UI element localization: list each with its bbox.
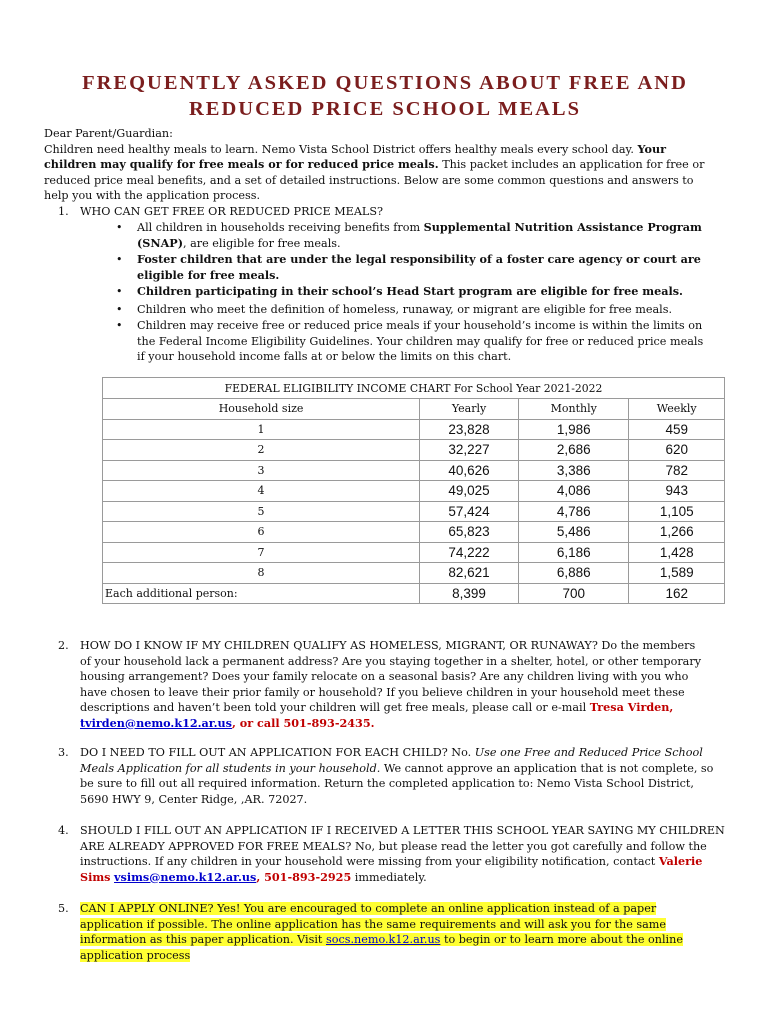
table-caption: FEDERAL ELIGIBILITY INCOME CHART For School Year 2021-2022 (103, 378, 725, 399)
contact-name: Valerie (658, 854, 703, 868)
email-link[interactable]: vsims@nemo.k12.ar.us (114, 869, 257, 884)
email-link[interactable]: tvirden@nemo.k12.ar.us (80, 715, 232, 730)
income-cell: 3,386 (519, 460, 629, 481)
q5-line: CAN I APPLY ONLINE? Yes! You are encouraged to complete an online application instead of a paper (80, 902, 657, 915)
q5-line: application process (80, 948, 191, 962)
income-cell: 1,266 (629, 522, 725, 543)
income-cell: 162 (629, 583, 725, 604)
intro-bold: Your (637, 141, 667, 156)
q2-line: have chosen to leave their prior family or household? If you believe children in your household meet these (80, 685, 685, 699)
income-cell: 23,828 (420, 419, 519, 440)
page-title (40, 70, 730, 122)
income-cell: 620 (629, 440, 725, 461)
income-cell: 5,486 (519, 522, 629, 543)
table-row (103, 460, 725, 481)
q4-line: ARE ALREADY APPROVED FOR FREE MEALS? No, but please read the letter you got carefully and follow the (80, 839, 707, 853)
q1-bullet-3 (137, 284, 683, 300)
table-row (103, 419, 725, 440)
intro-line-2 (44, 157, 704, 173)
q5-number: 5. (58, 902, 69, 915)
table-row (103, 542, 725, 563)
household-size-cell: 4 (103, 481, 420, 502)
income-cell: 1,105 (629, 501, 725, 522)
income-cell: 1,428 (629, 542, 725, 563)
bullet-icon: • (116, 221, 123, 234)
q1-number: 1. (58, 205, 69, 218)
bullet-text: Children who meet the definition of homeless, runaway, or migrant are eligible for free meals. (137, 303, 673, 316)
income-cell: 4,086 (519, 481, 629, 502)
table-row (103, 501, 725, 522)
income-cell: 57,424 (420, 501, 519, 522)
table-row (103, 522, 725, 543)
household-size-cell: 1 (103, 419, 420, 440)
q3-paragraph (80, 745, 713, 807)
income-cell: 700 (519, 583, 629, 604)
q4-paragraph (80, 823, 725, 885)
bullet-icon: • (116, 303, 123, 316)
household-size-cell: 8 (103, 563, 420, 584)
income-cell: 32,227 (420, 440, 519, 461)
bullet-text: , are eligible for free meals. (183, 236, 341, 250)
table-row (103, 583, 725, 604)
contact-name: Sims (80, 869, 111, 884)
q5-line: application if possible. The online application has the same requirements and will ask you for the same (80, 917, 667, 931)
q3-line: DO I NEED TO FILL OUT AN APPLICATION FOR EACH CHILD? No. (80, 746, 472, 759)
q1-bullet-1 (137, 220, 702, 251)
intro-text: This packet includes an application for free or (442, 158, 705, 171)
q2-line: housing arrangement? Does your family relocate on a seasonal basis? Are any children living with you who (80, 670, 689, 683)
household-size-cell: 3 (103, 460, 420, 481)
q2-line: descriptions and haven’t been told your children will get free meals, please call or e-mail (80, 701, 587, 714)
income-cell: 49,025 (420, 481, 519, 502)
income-cell: 2,686 (519, 440, 629, 461)
table-row (103, 440, 725, 461)
bullet-text: All children in households receiving benefits from (137, 221, 421, 234)
column-header: Yearly (420, 399, 519, 420)
income-cell: 4,786 (519, 501, 629, 522)
household-size-cell: Each additional person: (103, 583, 420, 604)
q3-number: 3. (58, 746, 69, 759)
bullet-bold: eligible for free meals. (137, 267, 280, 282)
household-size-cell: 2 (103, 440, 420, 461)
bullet-text: Children may receive free or reduced price meals if your household’s income is within the limits on (137, 319, 703, 332)
income-cell: 6,886 (519, 563, 629, 584)
q1-bullet-2 (137, 252, 701, 283)
income-cell: 6,186 (519, 542, 629, 563)
bullet-text: if your household income falls at or below the limits on this chart. (137, 350, 512, 363)
table-row (103, 481, 725, 502)
title-line-2: REDUCED PRICE SCHOOL MEALS (188, 98, 581, 120)
intro-line-4: help you with the application process. (44, 189, 261, 202)
q5-line: to begin or to learn more about the online (443, 933, 683, 946)
bullet-icon: • (116, 253, 123, 266)
bullet-bold: Foster children that are under the legal responsibility of a foster care agency or court are (137, 252, 701, 266)
q4-number: 4. (58, 824, 69, 837)
contact-name: Tresa Virden, (589, 700, 674, 714)
q3-address: 5690 HWY 9, Center Ridge, ,AR. 72027. (80, 792, 308, 806)
q5-paragraph (80, 901, 683, 963)
q2-line: HOW DO I KNOW IF MY CHILDREN QUALIFY AS HOMELESS, MIGRANT, OR RUNAWAY? Do the members (80, 639, 696, 652)
income-cell: 782 (629, 460, 725, 481)
column-header: Monthly (519, 399, 629, 420)
intro-bold: children may qualify for free meals or for reduced price meals. (44, 157, 439, 171)
q1-bullet-4 (137, 302, 672, 318)
q3-italic: Meals Application for all students in your household. (80, 761, 381, 775)
q3-line: be sure to fill out all required information. Return the completed application to: Nemo Vista School District, (80, 777, 694, 790)
column-header: Household size (103, 399, 420, 420)
income-cell: 8,399 (420, 583, 519, 604)
income-cell: 40,626 (420, 460, 519, 481)
income-cell: 943 (629, 481, 725, 502)
intro-line-1 (44, 142, 704, 158)
greeting: Dear Parent/Guardian: (44, 127, 173, 140)
contact-phone: , or call 501-893-2435. (231, 715, 375, 730)
q2-line: of your household lack a permanent address? Are you staying together in a shelter, hotel, or other temporary (80, 654, 702, 668)
household-size-cell: 6 (103, 522, 420, 543)
income-cell: 459 (629, 419, 725, 440)
q2-paragraph (80, 638, 701, 731)
q5-line: information as this paper application. Visit (80, 933, 323, 946)
income-cell: 82,621 (420, 563, 519, 584)
title-line-1: FREQUENTLY ASKED QUESTIONS ABOUT FREE AND (82, 72, 688, 94)
household-size-cell: 7 (103, 542, 420, 563)
intro-line-3: reduced price meal benefits, and a set of detailed instructions. Below are some common questions and answers to (44, 173, 694, 187)
q3-line: We cannot approve an application that is not complete, so (383, 761, 714, 775)
snap-program: Supplemental Nutrition Assistance Program (423, 220, 702, 234)
household-size-cell: 5 (103, 501, 420, 522)
contact-phone: , 501-893-2925 (256, 869, 352, 884)
online-application-link[interactable]: socs.nemo.k12.ar.us (325, 933, 441, 946)
bullet-icon: • (116, 285, 123, 298)
q4-line: immediately. (354, 870, 427, 884)
income-cell: 1,986 (519, 419, 629, 440)
q3-italic: Use one Free and Reduced Price School (474, 746, 703, 759)
table-row (103, 563, 725, 584)
q1-question: WHO CAN GET FREE OR REDUCED PRICE MEALS? (80, 205, 384, 218)
q4-line: SHOULD I FILL OUT AN APPLICATION IF I RECEIVED A LETTER THIS SCHOOL YEAR SAYING MY CHILDREN (80, 824, 725, 837)
income-cell: 1,589 (629, 563, 725, 584)
bullet-icon: • (116, 319, 123, 332)
q4-line: instructions. If any children in your household were missing from your eligibility notification, contact (80, 855, 656, 868)
intro-text: Children need healthy meals to learn. Nemo Vista School District offers healthy meals every school day. (44, 142, 634, 156)
intro-paragraph (44, 126, 704, 204)
column-header: Weekly (629, 399, 725, 420)
q2-number: 2. (58, 639, 69, 652)
bullet-text: the Federal Income Eligibility Guidelines. Your children may qualify for free or reduced price meals (137, 334, 704, 348)
snap-abbrev: (SNAP) (137, 235, 183, 250)
q1-bullet-5 (137, 318, 703, 365)
income-eligibility-table (102, 377, 725, 604)
income-cell: 74,222 (420, 542, 519, 563)
income-cell: 65,823 (420, 522, 519, 543)
bullet-bold: Children participating in their school’s Head Start program are eligible for free meals. (137, 284, 683, 298)
